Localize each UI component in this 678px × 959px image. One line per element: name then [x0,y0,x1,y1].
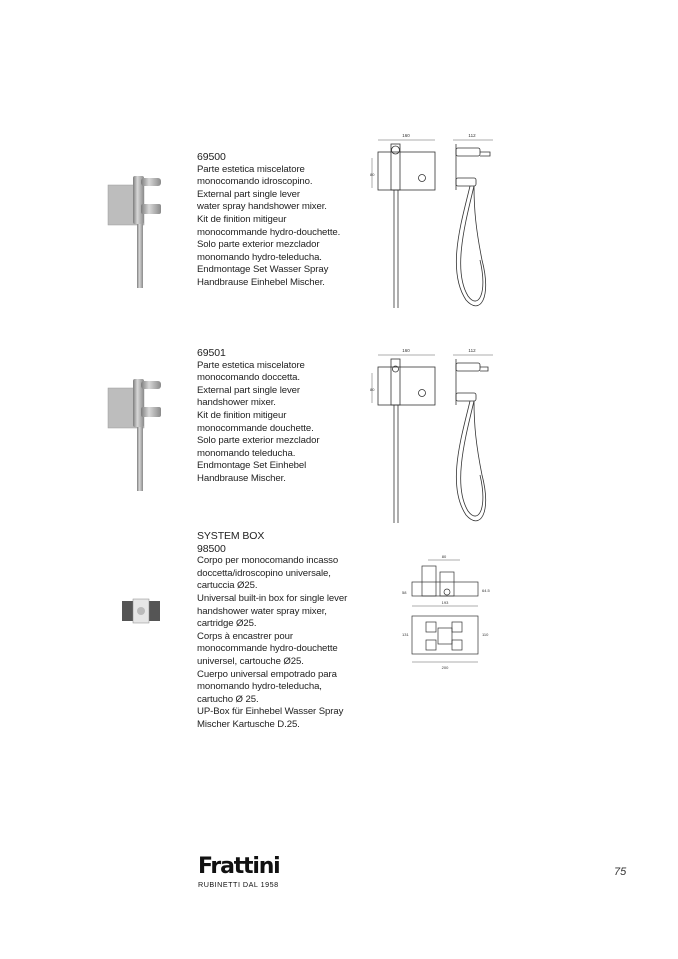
brand-tagline: RUBINETTI DAL 1958 [198,880,279,889]
technical-drawing-69501 [368,345,538,535]
dim-left-a: 131 [402,632,409,637]
description-line: monocomando idroscopino. [197,176,313,188]
description-line: monocommande hydro-douchette. [197,226,341,238]
description-line: Corpo per monocomando incasso [197,555,339,567]
mixer-spray-image [105,170,165,290]
dim-right-b: 64.5 [482,588,490,593]
product-69501-text [197,347,319,486]
description-line: cartucho Ø 25. [197,693,259,705]
description-line: Endmontage Set Einhebel [197,460,307,472]
description-line: monomando hydro-teleducha. [197,251,322,263]
page-number: 75 [614,866,627,878]
dim-width-a: 193 [441,600,449,605]
dim-height-front: 80 [370,172,375,177]
product-photo-98500 [121,598,161,629]
description-line: monocommande douchette. [197,422,314,434]
dim-width-front: 160 [402,348,410,353]
description-line: universel, cartouche Ø25. [197,655,304,667]
description-line: External part single lever [197,188,300,200]
dim-height-front: 80 [370,387,375,392]
product-title: SYSTEM BOX [197,530,265,542]
description-line: Kit de finition mitigeur [197,409,287,421]
description-line: monomando hydro-teleducha, [197,681,322,693]
description-line: handshower mixer. [197,397,276,409]
dim-depth-side: 112 [468,348,476,353]
dim-right-a: 110 [482,632,489,637]
system-box-image [121,598,161,624]
description-line: Parte estetica miscelatore [197,359,305,371]
product-98500-text [197,530,347,732]
mixer-handshower-image [105,373,165,493]
description-line: Endmontage Set Wasser Spray [197,264,329,276]
description-line: cartuccia Ø25. [197,580,258,592]
dim-top: 80 [441,554,447,559]
description-line: Solo parte exterior mezclador [197,435,320,447]
description-line: cartridge Ø25. [197,618,257,630]
product-code: 98500 [197,542,226,555]
description-line: Parte estetica miscelatore [197,163,305,175]
description-line: Handbrause Mischer. [197,472,286,484]
product-code: 69500 [197,151,226,163]
description-line: Solo parte exterior mezclador [197,239,320,251]
description-line: monomando teleducha. [197,447,296,459]
description-line: External part single lever [197,384,300,396]
dim-width-front: 160 [402,133,410,138]
description-line: doccetta/idroscopino universale, [197,567,331,579]
dim-left-b: 58 [402,590,407,595]
description-line: Cuerpo universal empotrado para [197,668,337,680]
product-photo-69501 [105,373,165,498]
dim-depth-side: 112 [468,133,476,138]
description-line: water spray handshower mixer. [197,201,327,213]
technical-drawing-69500 [368,130,538,320]
description-line: Corps à encastrer pour [197,630,293,642]
product-photo-69500 [105,170,165,295]
description-line: UP-Box für Einhebel Wasser Spray [197,706,344,718]
description-line: Mischer Kartusche D.25. [197,718,300,730]
description-line: handshower water spray mixer, [197,605,327,617]
description-line: Universal built-in box for single lever [197,592,348,604]
product-code: 69501 [197,347,226,359]
dim-width-b: 200 [441,665,449,670]
description-line: Kit de finition mitigeur [197,213,287,225]
description-line: monocomando doccetta. [197,372,300,384]
brand-logo [198,855,280,889]
product-69500-text [197,151,340,290]
brand-name: Frattini [198,854,280,879]
description-line: Handbrause Einhebel Mischer. [197,276,325,288]
technical-drawing-98500 [398,552,498,677]
description-line: monocommande hydro-douchette [197,643,338,655]
